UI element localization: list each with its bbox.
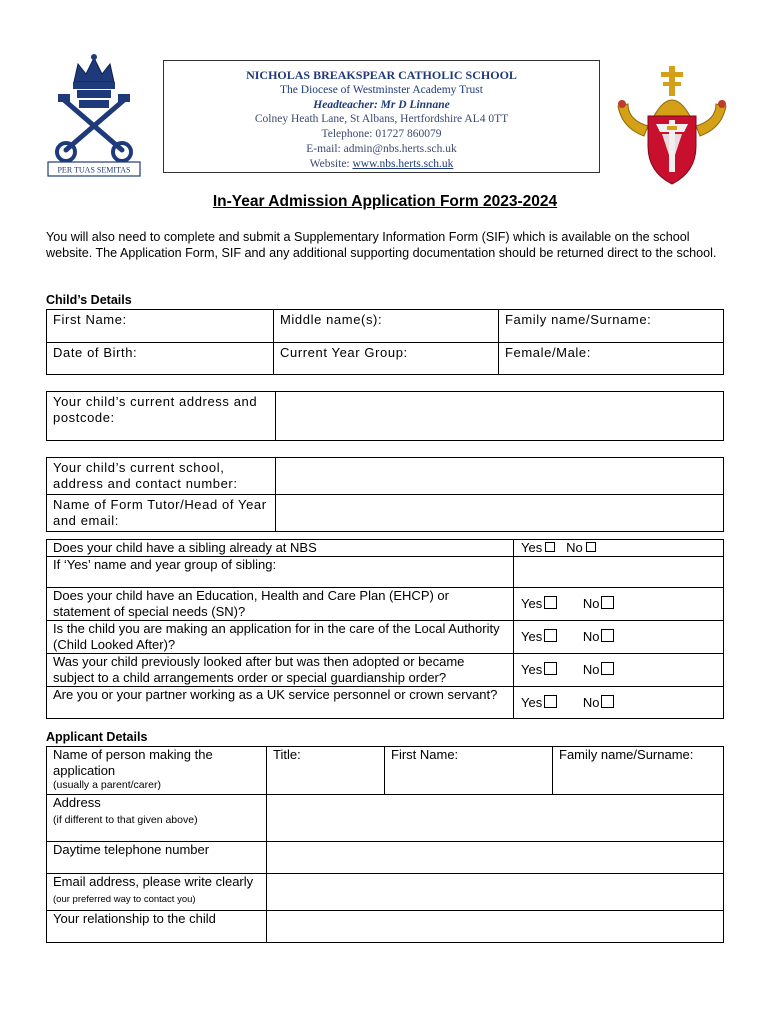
applicant-family-name-field[interactable]: Family name/Surname:: [553, 747, 724, 795]
sibling-no-label: No: [566, 540, 583, 555]
sibling-yes-label: Yes: [521, 540, 543, 555]
service-personnel-yes-label: Yes: [521, 694, 543, 710]
previously-looked-after-no-label: No: [582, 662, 600, 677]
looked-after-yes-label: Yes: [521, 629, 543, 644]
intro-paragraph: You will also need to complete and submit a Supplementary Information Form (SIF) which is available on the school website. The Application Form, SIF and any additional supporting documentation should be returned direct to the school.: [46, 230, 717, 260]
looked-after-options: [514, 621, 724, 654]
form-tutor-input[interactable]: [276, 495, 724, 532]
previously-looked-after-question: Was your child previously looked after but was then adopted or became subject to a child arrangements order or special guardianship order?: [47, 654, 514, 687]
looked-after-no-label: No: [582, 629, 600, 644]
applicant-table: [46, 746, 724, 943]
school-website: [164, 157, 599, 172]
ehcp-yes-label: Yes: [521, 596, 543, 611]
year-group-field[interactable]: Current Year Group:: [274, 343, 499, 375]
gender-field[interactable]: Female/Male:: [499, 343, 724, 375]
school-crest-logo: [44, 52, 144, 178]
child-details-table: [46, 309, 724, 375]
child-address-input[interactable]: [276, 392, 724, 441]
applicant-email-note: (our preferred way to contact you): [53, 894, 196, 905]
family-name-field[interactable]: Family name/Surname:: [499, 310, 724, 343]
ehcp-no-label: No: [582, 596, 600, 611]
looked-after-no-checkbox[interactable]: [601, 629, 614, 642]
applicant-first-name-field[interactable]: First Name:: [385, 747, 553, 795]
service-personnel-question: Are you or your partner working as a UK service personnel or crown servant?: [47, 687, 514, 719]
service-personnel-no-label: No: [582, 694, 600, 710]
applicant-name-label-cell: [47, 747, 267, 795]
sibling-no-checkbox[interactable]: [586, 542, 596, 552]
form-title: In-Year Admission Application Form 2023-2024: [212, 193, 558, 210]
applicant-title-field[interactable]: Title:: [267, 747, 385, 795]
relationship-label: Your relationship to the child: [47, 911, 267, 943]
sibling-yes-checkbox[interactable]: [545, 542, 555, 552]
sibling-options: [514, 540, 724, 557]
headteacher: Headteacher: Mr D Linnane: [313, 98, 450, 111]
applicant-email-input[interactable]: [267, 874, 724, 911]
previously-looked-after-no-checkbox[interactable]: [601, 662, 614, 675]
motto-text: PER TUAS SEMITAS: [57, 165, 131, 175]
questions-table: [46, 539, 724, 719]
email-label-cell: [47, 874, 267, 911]
child-address-table: [46, 391, 724, 441]
ehcp-options: [514, 588, 724, 621]
relationship-input[interactable]: [267, 911, 724, 943]
daytime-phone-input[interactable]: [267, 842, 724, 874]
school-name: NICHOLAS BREAKSPEAR CATHOLIC SCHOOL: [246, 68, 517, 82]
applicant-address-label-cell: [47, 795, 267, 842]
applicant-name-note: (usually a parent/carer): [53, 779, 161, 791]
applicant-details-heading: Applicant Details: [46, 730, 148, 744]
middle-names-field[interactable]: Middle name(s):: [274, 310, 499, 343]
school-header-box: [163, 60, 600, 173]
website-link[interactable]: www.nbs.herts.sch.uk: [352, 157, 454, 170]
applicant-email-label: Email address, please write clearly: [53, 874, 254, 889]
child-school-input[interactable]: [276, 458, 724, 495]
applicant-address-label: Address: [53, 795, 101, 810]
sibling-details-input[interactable]: [514, 557, 724, 588]
service-personnel-yes-checkbox[interactable]: [544, 695, 557, 708]
form-tutor-label: Name of Form Tutor/Head of Year and email:: [47, 495, 276, 532]
ehcp-question: Does your child have an Education, Health and Care Plan (EHCP) or statement of special needs (SN)?: [47, 588, 514, 621]
child-school-table: [46, 457, 724, 532]
sibling-details-label: If ‘Yes’ name and year group of sibling:: [47, 557, 514, 588]
website-prefix: Website:: [309, 157, 353, 170]
applicant-address-note: (if different to that given above): [53, 814, 198, 826]
ehcp-no-checkbox[interactable]: [601, 596, 614, 609]
school-address: Colney Heath Lane, St Albans, Hertfordshire AL4 0TT: [254, 113, 509, 126]
previously-looked-after-yes-label: Yes: [521, 662, 543, 677]
school-email: E-mail: admin@nbs.herts.sch.uk: [306, 142, 457, 155]
trust-name: The Diocese of Westminster Academy Trust: [280, 83, 483, 96]
diocese-coat-of-arms: [614, 64, 730, 188]
service-personnel-options: [514, 687, 724, 719]
date-of-birth-field[interactable]: Date of Birth:: [47, 343, 274, 375]
applicant-address-input[interactable]: [267, 795, 724, 842]
looked-after-question: Is the child you are making an application for in the care of the Local Authority (Child Looked After)?: [47, 621, 514, 654]
service-personnel-no-checkbox[interactable]: [601, 695, 614, 708]
previously-looked-after-options: [514, 654, 724, 687]
child-address-label: Your child’s current address and postcode:: [47, 392, 276, 441]
previously-looked-after-yes-checkbox[interactable]: [544, 662, 557, 675]
daytime-phone-label: Daytime telephone number: [47, 842, 267, 874]
ehcp-yes-checkbox[interactable]: [544, 596, 557, 609]
child-school-label: Your child’s current school, address and contact number:: [47, 458, 276, 495]
first-name-field[interactable]: First Name:: [47, 310, 274, 343]
applicant-name-label: Name of person making the application: [53, 747, 213, 778]
looked-after-yes-checkbox[interactable]: [544, 629, 557, 642]
school-telephone: Telephone: 01727 860079: [321, 128, 442, 141]
sibling-question: Does your child have a sibling already at NBS: [47, 540, 514, 557]
childs-details-heading: Child’s Details: [46, 293, 132, 307]
